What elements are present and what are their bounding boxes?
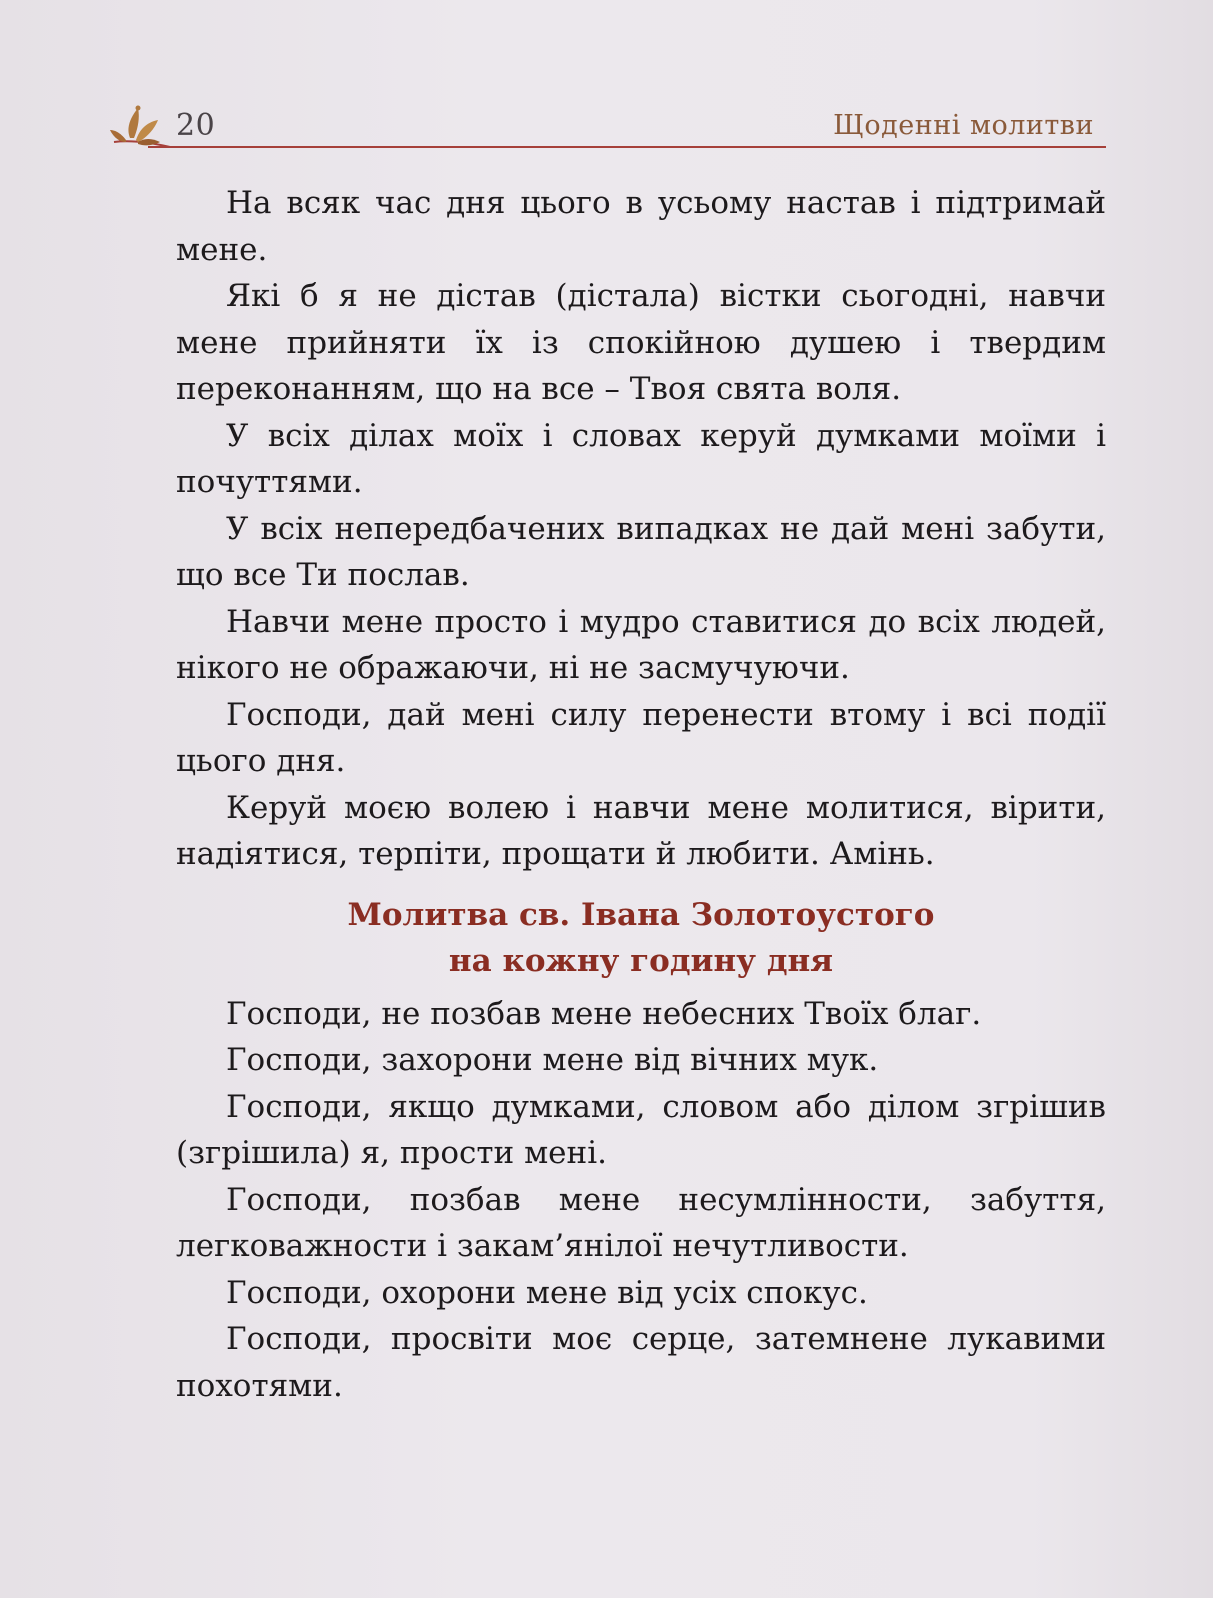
paragraph: Господи, не позбав мене небесних Твоїх благ.: [226, 995, 982, 1032]
prayer-title-line-1: Молитва св. Івана Золотоустого: [347, 896, 935, 933]
page-text: [176, 180, 1106, 1409]
paragraph: Господи, якщо думками, словом або ділом згрішив (згрішила) я, прости мені.: [176, 1088, 1106, 1171]
page-number: 20: [176, 108, 216, 143]
page-header: [108, 98, 1106, 158]
paragraph: Господи, просвіти моє серце, затемнене лукавими похотями.: [176, 1321, 1106, 1404]
paragraph: У всіх ділах моїх і словах керуй думками моїми і почуттями.: [176, 417, 1106, 500]
prayer-title-line-2: на кожну годину дня: [448, 943, 834, 979]
paragraph: Господи, позбав мене несумлінности, забуття, легковажности і закам’янілої нечутливости.: [176, 1181, 1106, 1264]
paragraph: Господи, захорони мене від вічних мук.: [226, 1042, 879, 1078]
header-rule: [148, 146, 1106, 148]
paragraph: Господи, охорони мене від усіх спокус.: [226, 1274, 868, 1311]
paragraph: Навчи мене просто і мудро ставитися до всіх людей, нікого не ображаючи, ні не засмучуючи.: [176, 603, 1106, 686]
paragraph: На всяк час дня цього в усьому настав і підтримай мене.: [176, 185, 1106, 268]
paragraph: Господи, дай мені силу перенести втому і всі події цього дня.: [176, 696, 1106, 779]
paragraph: Керуй моєю волею і навчи мене молитися, вірити, надіятися, терпіти, прощати й любити. Амінь.: [176, 789, 1106, 872]
paragraph: У всіх непередбачених випадках не дай мені забути, що все Ти послав.: [176, 510, 1106, 593]
floral-ornament-icon: [108, 98, 178, 158]
paragraph: Які б я не дістав (дістала) вістки сьогодні, навчи мене прийняти їх із спокійною душею і твердим переконанням, що на все – Твоя свята воля.: [176, 278, 1106, 407]
prayer-title: [176, 892, 1106, 985]
running-title: Щоденні молитви: [833, 110, 1094, 141]
